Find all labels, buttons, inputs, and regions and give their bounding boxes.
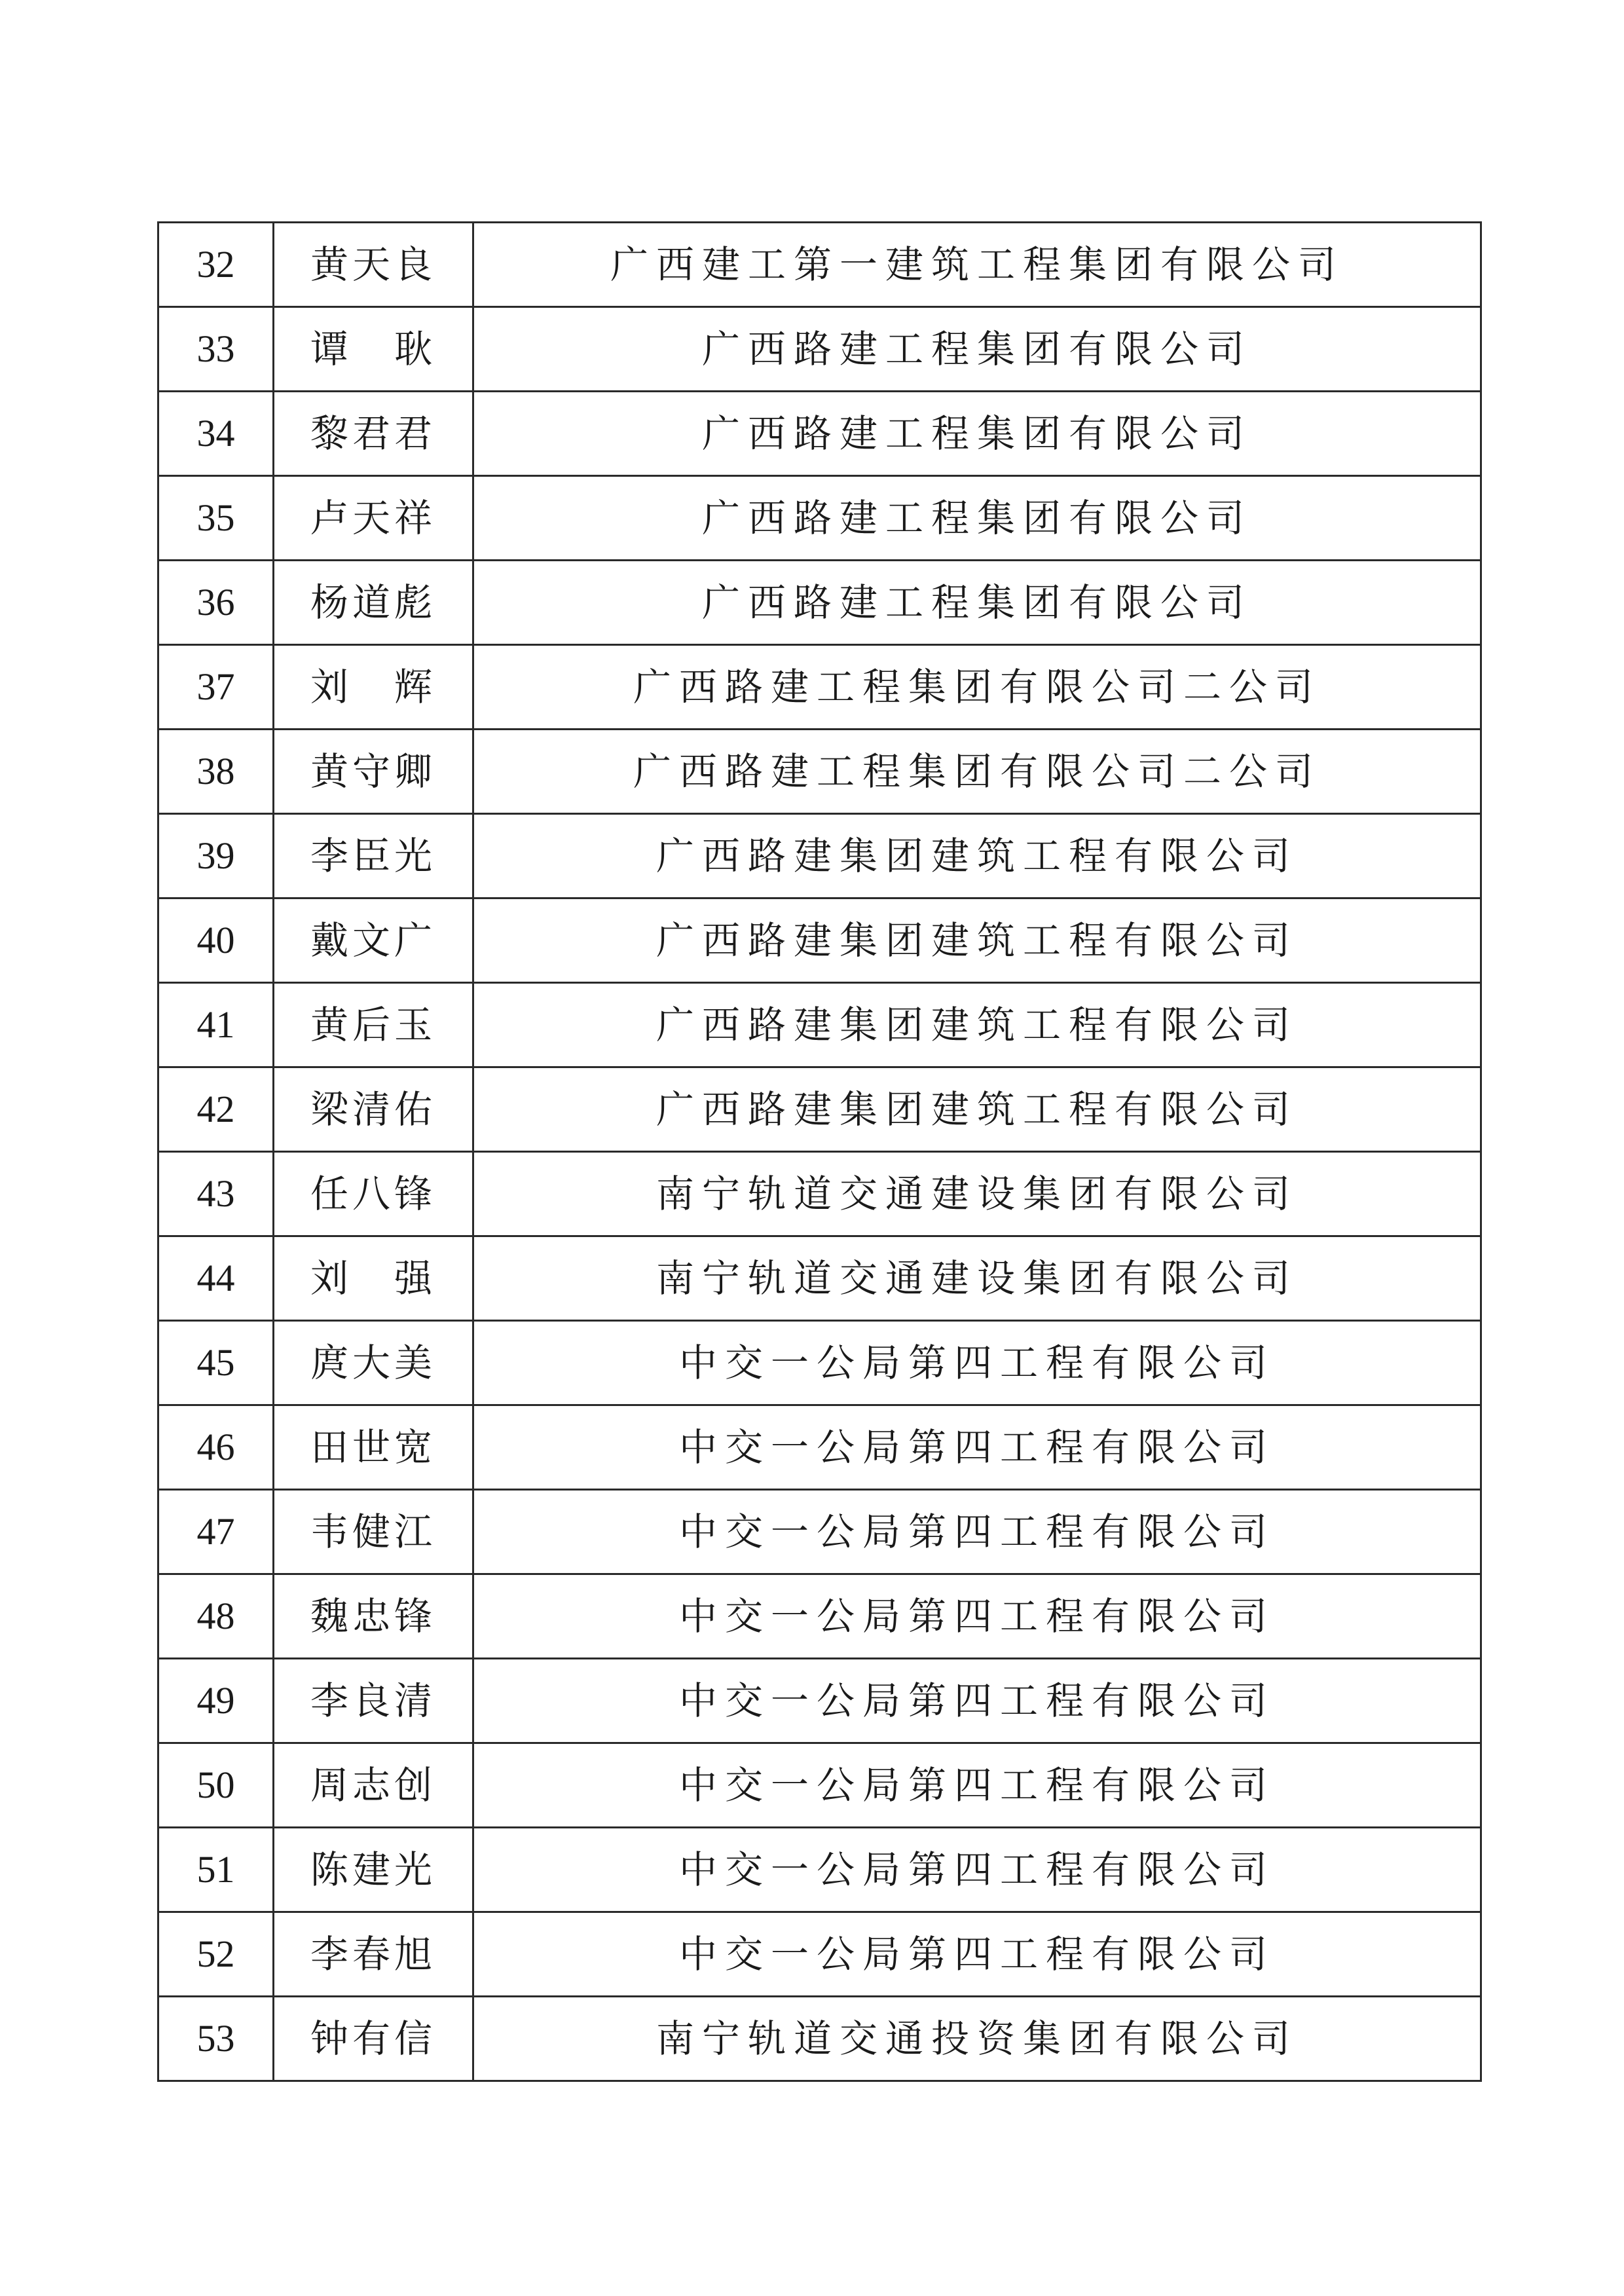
organization-cell: 南宁轨道交通建设集团有限公司 (473, 1236, 1481, 1321)
row-number-cell: 47 (158, 1490, 274, 1574)
table-row (158, 223, 1481, 307)
organization-cell: 中交一公局第四工程有限公司 (473, 1659, 1481, 1743)
row-number-cell: 50 (158, 1743, 274, 1828)
person-name-cell: 黄天良 (274, 223, 473, 307)
row-number-cell: 53 (158, 1997, 274, 2081)
person-name-cell: 魏忠锋 (274, 1574, 473, 1659)
row-number-cell: 48 (158, 1574, 274, 1659)
row-number-cell: 44 (158, 1236, 274, 1321)
person-name-cell: 戴文广 (274, 898, 473, 983)
table-row (158, 814, 1481, 898)
person-name-cell: 庹大美 (274, 1321, 473, 1405)
table-row (158, 1490, 1481, 1574)
organization-cell: 中交一公局第四工程有限公司 (473, 1743, 1481, 1828)
person-name-cell: 卢天祥 (274, 476, 473, 561)
organization-cell: 中交一公局第四工程有限公司 (473, 1828, 1481, 1912)
roster-body (158, 223, 1481, 2081)
organization-cell: 广西路建工程集团有限公司 (473, 307, 1481, 392)
person-name-cell: 刘 强 (274, 1236, 473, 1321)
organization-cell: 广西建工第一建筑工程集团有限公司 (473, 223, 1481, 307)
table-row (158, 392, 1481, 476)
row-number-cell: 32 (158, 223, 274, 307)
organization-cell: 广西路建工程集团有限公司 (473, 561, 1481, 645)
table-row (158, 983, 1481, 1067)
organization-cell: 南宁轨道交通投资集团有限公司 (473, 1997, 1481, 2081)
table-row (158, 898, 1481, 983)
table-row (158, 1828, 1481, 1912)
person-name-cell: 黄后玉 (274, 983, 473, 1067)
person-name-cell: 周志创 (274, 1743, 473, 1828)
organization-cell: 广西路建工程集团有限公司 (473, 476, 1481, 561)
person-name-cell: 梁清佑 (274, 1067, 473, 1152)
organization-cell: 广西路建工程集团有限公司二公司 (473, 730, 1481, 814)
row-number-cell: 33 (158, 307, 274, 392)
organization-cell: 广西路建工程集团有限公司 (473, 392, 1481, 476)
table-row (158, 1236, 1481, 1321)
row-number-cell: 35 (158, 476, 274, 561)
person-name-cell: 李良清 (274, 1659, 473, 1743)
table-row (158, 561, 1481, 645)
table-row (158, 307, 1481, 392)
table-row (158, 645, 1481, 730)
person-name-cell: 李臣光 (274, 814, 473, 898)
row-number-cell: 49 (158, 1659, 274, 1743)
table-row (158, 1405, 1481, 1490)
table-row (158, 1912, 1481, 1997)
organization-cell: 中交一公局第四工程有限公司 (473, 1574, 1481, 1659)
row-number-cell: 51 (158, 1828, 274, 1912)
row-number-cell: 36 (158, 561, 274, 645)
row-number-cell: 34 (158, 392, 274, 476)
organization-cell: 广西路建集团建筑工程有限公司 (473, 983, 1481, 1067)
table-row (158, 1997, 1481, 2081)
table-row (158, 1067, 1481, 1152)
person-name-cell: 刘 辉 (274, 645, 473, 730)
person-name-cell: 田世宽 (274, 1405, 473, 1490)
organization-cell: 广西路建集团建筑工程有限公司 (473, 814, 1481, 898)
organization-cell: 南宁轨道交通建设集团有限公司 (473, 1152, 1481, 1236)
row-number-cell: 42 (158, 1067, 274, 1152)
table-row (158, 730, 1481, 814)
organization-cell: 广西路建集团建筑工程有限公司 (473, 898, 1481, 983)
row-number-cell: 45 (158, 1321, 274, 1405)
organization-cell: 中交一公局第四工程有限公司 (473, 1405, 1481, 1490)
person-name-cell: 韦健江 (274, 1490, 473, 1574)
row-number-cell: 39 (158, 814, 274, 898)
table-row (158, 1321, 1481, 1405)
person-name-cell: 陈建光 (274, 1828, 473, 1912)
table-row (158, 1152, 1481, 1236)
row-number-cell: 52 (158, 1912, 274, 1997)
row-number-cell: 37 (158, 645, 274, 730)
organization-cell: 广西路建集团建筑工程有限公司 (473, 1067, 1481, 1152)
person-name-cell: 李春旭 (274, 1912, 473, 1997)
person-name-cell: 钟有信 (274, 1997, 473, 2081)
row-number-cell: 41 (158, 983, 274, 1067)
roster-table (157, 221, 1482, 2082)
organization-cell: 中交一公局第四工程有限公司 (473, 1912, 1481, 1997)
person-name-cell: 任八锋 (274, 1152, 473, 1236)
row-number-cell: 43 (158, 1152, 274, 1236)
person-name-cell: 黎君君 (274, 392, 473, 476)
table-row (158, 476, 1481, 561)
table-row (158, 1574, 1481, 1659)
table-row (158, 1659, 1481, 1743)
organization-cell: 中交一公局第四工程有限公司 (473, 1321, 1481, 1405)
table-row (158, 1743, 1481, 1828)
organization-cell: 中交一公局第四工程有限公司 (473, 1490, 1481, 1574)
row-number-cell: 40 (158, 898, 274, 983)
person-name-cell: 黄守卿 (274, 730, 473, 814)
person-name-cell: 谭 耿 (274, 307, 473, 392)
row-number-cell: 46 (158, 1405, 274, 1490)
organization-cell: 广西路建工程集团有限公司二公司 (473, 645, 1481, 730)
person-name-cell: 杨道彪 (274, 561, 473, 645)
row-number-cell: 38 (158, 730, 274, 814)
